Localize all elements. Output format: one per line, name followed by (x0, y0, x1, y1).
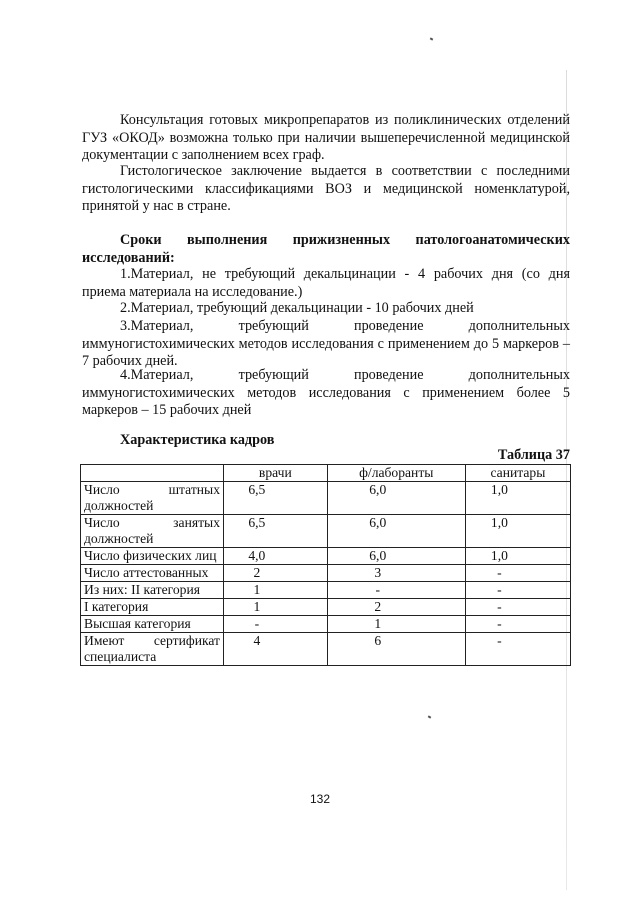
scan-speck (428, 715, 432, 718)
row-label: Число аттестованных (81, 565, 224, 582)
cell-lab-assistants: 6,0 (327, 515, 465, 548)
cell-doctors: 4 (224, 633, 328, 666)
row-label: Из них: II категория (81, 582, 224, 599)
cell-doctors: 4,0 (224, 548, 328, 565)
staff-section-title: Характеристика кадров (120, 432, 275, 448)
table-caption: Таблица 37 (497, 447, 570, 463)
column-header: санитары (465, 465, 570, 482)
terms-item: 3.Материал, требующий проведение дополнительных иммуногистохимических методов исследования с применением до 5 маркеров – 7 рабочих дней. (82, 318, 570, 370)
column-header: врачи (224, 465, 328, 482)
table-row (81, 633, 571, 666)
table-row (81, 582, 571, 599)
paragraph-conclusion: Гистологическое заключение выдается в соответствии с последними гистологическими классификациями ВОЗ и медицинской номенклатурой, принятой у нас в стране. (82, 163, 570, 215)
table-row (81, 548, 571, 565)
cell-lab-assistants: 1 (327, 616, 465, 633)
page-number: 132 (309, 792, 331, 806)
cell-doctors: 6,5 (224, 515, 328, 548)
cell-lab-assistants: 6 (327, 633, 465, 666)
cell-lab-assistants: 2 (327, 599, 465, 616)
table-row (81, 599, 571, 616)
cell-orderlies: - (465, 599, 570, 616)
cell-orderlies: 1,0 (465, 548, 570, 565)
row-label: I категория (81, 599, 224, 616)
cell-orderlies: - (465, 565, 570, 582)
cell-orderlies: 1,0 (465, 482, 570, 515)
cell-lab-assistants: 3 (327, 565, 465, 582)
cell-orderlies: - (465, 582, 570, 599)
cell-orderlies: - (465, 633, 570, 666)
cell-doctors: 6,5 (224, 482, 328, 515)
table-header-row (81, 465, 571, 482)
terms-item: 4.Материал, требующий проведение дополнительных иммуногистохимических методов исследования с применением более 5 маркеров – 15 рабочих дней (82, 367, 570, 419)
terms-heading: Сроки выполнения прижизненных патологоанатомических исследований: (82, 232, 570, 266)
column-header: ф/лаборанты (327, 465, 465, 482)
table-row (81, 616, 571, 633)
row-label: Высшая категория (81, 616, 224, 633)
cell-lab-assistants: 6,0 (327, 548, 465, 565)
terms-item: 1.Материал, не требующий декальцинации - 4 рабочих дня (со дня приема материала на исследование.) (82, 266, 570, 300)
table-row (81, 482, 571, 515)
row-label: Число штатных должностей (81, 482, 224, 515)
column-header (81, 465, 224, 482)
cell-doctors: 1 (224, 582, 328, 599)
cell-orderlies: 1,0 (465, 515, 570, 548)
cell-lab-assistants: 6,0 (327, 482, 465, 515)
scan-speck (430, 37, 434, 40)
row-label: Число занятых должностей (81, 515, 224, 548)
cell-doctors: 1 (224, 599, 328, 616)
cell-doctors: - (224, 616, 328, 633)
terms-item: 2.Материал, требующий декальцинации - 10 рабочих дней (120, 300, 474, 316)
staff-table (80, 464, 571, 666)
table-row (81, 515, 571, 548)
cell-orderlies: - (465, 616, 570, 633)
row-label: Число физических лиц (81, 548, 224, 565)
cell-doctors: 2 (224, 565, 328, 582)
table-row (81, 565, 571, 582)
paragraph-consultation: Консультация готовых микропрепаратов из поликлинических отделений ГУЗ «ОКОД» возможна только при наличии вышеперечисленной медицинской документации с заполнением всех граф. (82, 112, 570, 164)
row-label: Имеют сертификат специалиста (81, 633, 224, 666)
cell-lab-assistants: - (327, 582, 465, 599)
